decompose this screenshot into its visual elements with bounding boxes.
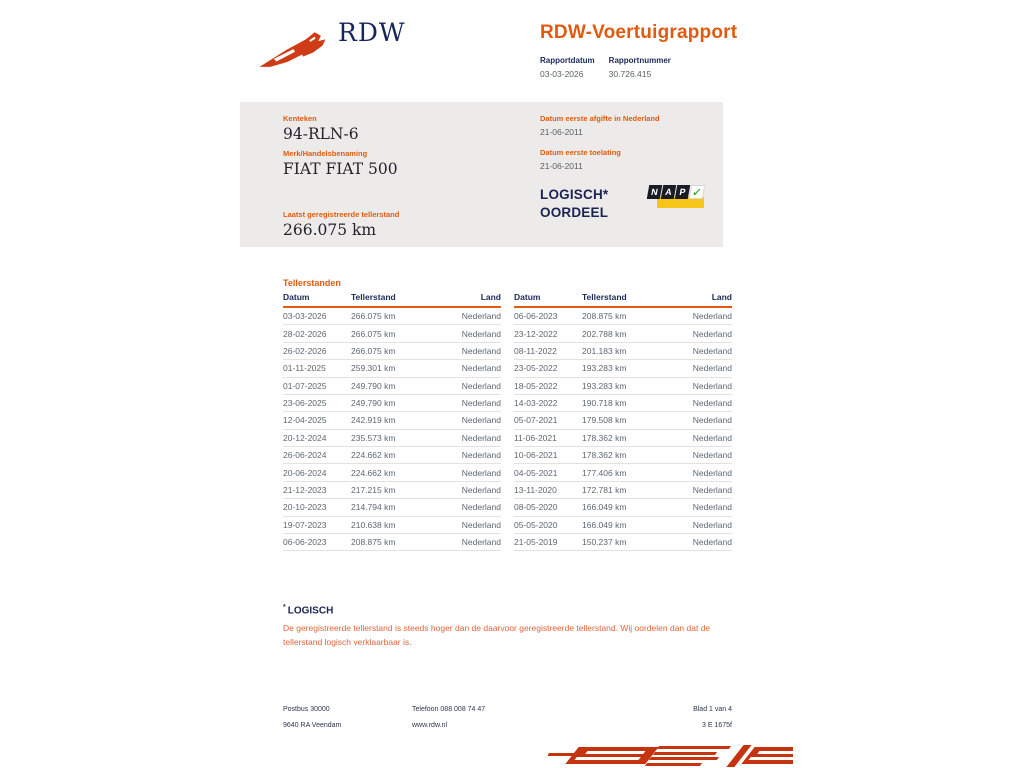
vehicle-summary-panel <box>240 102 723 247</box>
cell-land: Nederland <box>446 447 501 464</box>
col-header-datum: Datum <box>283 290 351 307</box>
cell-datum: 18-05-2022 <box>514 377 582 394</box>
cell-datum: 19-07-2023 <box>283 516 351 533</box>
cell-datum: 12-04-2025 <box>283 412 351 429</box>
cell-datum: 03-03-2026 <box>283 307 351 325</box>
cell-datum: 13-11-2020 <box>514 481 582 498</box>
cell-datum: 23-06-2025 <box>283 394 351 411</box>
footnote-title-text: LOGISCH <box>287 605 334 617</box>
page-title: RDW-Voertuigrapport <box>540 22 738 43</box>
table-row <box>514 412 732 429</box>
cell-datum: 20-12-2024 <box>283 429 351 446</box>
table-row <box>283 429 501 446</box>
cell-tellerstand: 217.215 km <box>351 481 446 498</box>
cell-land: Nederland <box>677 377 732 394</box>
cell-land: Nederland <box>677 481 732 498</box>
table-row <box>514 447 732 464</box>
cell-tellerstand: 201.183 km <box>582 342 677 359</box>
report-number-value: 30.726.415 <box>608 69 652 79</box>
table-row <box>283 516 501 533</box>
cell-land: Nederland <box>446 533 501 550</box>
table-row <box>283 464 501 481</box>
tellerstand-block <box>283 210 399 239</box>
cell-datum: 26-02-2026 <box>283 342 351 359</box>
cell-tellerstand: 249.790 km <box>351 377 446 394</box>
col-header-tellerstand: Tellerstand <box>351 290 446 307</box>
cell-datum: 23-12-2022 <box>514 325 582 342</box>
toelating-value: 21-06-2011 <box>540 161 583 171</box>
cell-tellerstand: 166.049 km <box>582 516 677 533</box>
table-row <box>283 307 501 325</box>
report-number-block <box>609 56 671 79</box>
cell-tellerstand: 224.662 km <box>351 464 446 481</box>
cell-land: Nederland <box>446 394 501 411</box>
cell-land: Nederland <box>446 342 501 359</box>
rdw-bird-icon <box>256 28 336 72</box>
footnote-text: De geregistreerde tellerstand is steeds hoger dan de daarvoor geregistreerde tellerstand. Wij oordelen dan dat de tellerstand logisch verklaarbaar is. <box>283 623 711 648</box>
cell-land: Nederland <box>446 412 501 429</box>
nap-letter-boxes <box>648 185 704 199</box>
cell-tellerstand: 190.718 km <box>582 394 677 411</box>
tellerstanden-table-left <box>283 290 501 551</box>
rdw-watermark-icon <box>548 744 793 768</box>
afgifte-block <box>540 114 660 137</box>
cell-land: Nederland <box>677 325 732 342</box>
cell-tellerstand: 242.919 km <box>351 412 446 429</box>
cell-datum: 06-06-2023 <box>283 533 351 550</box>
cell-tellerstand: 266.075 km <box>351 307 446 325</box>
footer-website[interactable]: www.rdw.nl <box>412 722 448 729</box>
cell-land: Nederland <box>677 342 732 359</box>
col-header-datum: Datum <box>514 290 582 307</box>
kenteken-value: 94-RLN-6 <box>283 125 359 143</box>
table-row <box>514 499 732 516</box>
report-date-block <box>540 56 595 79</box>
cell-land: Nederland <box>677 394 732 411</box>
cell-tellerstand: 179.508 km <box>582 412 677 429</box>
footer-page-info <box>693 702 732 734</box>
cell-land: Nederland <box>677 429 732 446</box>
toelating-label: Datum eerste toelating <box>540 148 621 157</box>
cell-land: Nederland <box>446 464 501 481</box>
cell-tellerstand: 178.362 km <box>582 447 677 464</box>
cell-land: Nederland <box>677 533 732 550</box>
cell-datum: 23-05-2022 <box>514 360 582 377</box>
cell-tellerstand: 266.075 km <box>351 325 446 342</box>
cell-tellerstand: 172.781 km <box>582 481 677 498</box>
cell-datum: 20-10-2023 <box>283 499 351 516</box>
toelating-block <box>540 148 621 171</box>
rdw-logo-text: RDW <box>338 18 406 47</box>
table-row <box>283 342 501 359</box>
cell-datum: 21-05-2019 <box>514 533 582 550</box>
table-header-row <box>283 290 501 307</box>
col-header-land: Land <box>446 290 501 307</box>
table-row <box>283 447 501 464</box>
table-row <box>283 481 501 498</box>
cell-tellerstand: 235.573 km <box>351 429 446 446</box>
afgifte-label: Datum eerste afgifte in Nederland <box>540 114 660 123</box>
cell-datum: 21-12-2023 <box>283 481 351 498</box>
cell-tellerstand: 259.301 km <box>351 360 446 377</box>
footnote-asterisk: * <box>283 604 286 611</box>
cell-land: Nederland <box>446 377 501 394</box>
footer-form-code: 3 E 1675f <box>702 722 732 729</box>
table-header-row <box>514 290 732 307</box>
table-row <box>514 377 732 394</box>
table-row <box>514 429 732 446</box>
cell-datum: 05-07-2021 <box>514 412 582 429</box>
footer-address-line1: Postbus 30000 <box>283 706 330 713</box>
cell-land: Nederland <box>677 360 732 377</box>
cell-datum: 26-06-2024 <box>283 447 351 464</box>
cell-land: Nederland <box>446 429 501 446</box>
cell-datum: 01-11-2025 <box>283 360 351 377</box>
cell-datum: 28-02-2026 <box>283 325 351 342</box>
kenteken-label: Kenteken <box>283 114 317 123</box>
cell-datum: 08-05-2020 <box>514 499 582 516</box>
cell-tellerstand: 150.237 km <box>582 533 677 550</box>
col-header-tellerstand: Tellerstand <box>582 290 677 307</box>
merk-value: FIAT FIAT 500 <box>283 160 398 178</box>
tellerstand-label: Laatst geregistreerde tellerstand <box>283 210 400 219</box>
footer-address-line2: 9640 RA Veendam <box>283 722 342 729</box>
table-row <box>514 533 732 550</box>
cell-tellerstand: 249.790 km <box>351 394 446 411</box>
nap-letter-n: N <box>647 185 662 199</box>
cell-tellerstand: 178.362 km <box>582 429 677 446</box>
nap-check-icon: ✓ <box>689 185 705 199</box>
cell-land: Nederland <box>677 447 732 464</box>
footer-phone: Telefoon 088 008 74 47 <box>412 706 486 713</box>
cell-tellerstand: 193.283 km <box>582 360 677 377</box>
cell-tellerstand: 210.638 km <box>351 516 446 533</box>
cell-datum: 01-07-2025 <box>283 377 351 394</box>
cell-datum: 14-03-2022 <box>514 394 582 411</box>
oordeel-line1: LOGISCH* <box>540 187 609 202</box>
cell-land: Nederland <box>677 307 732 325</box>
nap-letter-p: P <box>675 185 690 199</box>
tellerstanden-table-right <box>514 290 732 551</box>
cell-land: Nederland <box>446 481 501 498</box>
cell-land: Nederland <box>677 412 732 429</box>
table-row <box>514 307 732 325</box>
cell-tellerstand: 177.406 km <box>582 464 677 481</box>
table-row <box>283 377 501 394</box>
footer-contact <box>412 702 693 734</box>
report-date-label: Rapportdatum <box>540 56 595 65</box>
cell-land: Nederland <box>446 307 501 325</box>
oordeel-line2: OORDEEL <box>540 205 609 220</box>
cell-datum: 10-06-2021 <box>514 447 582 464</box>
report-meta <box>540 56 685 79</box>
table-row <box>514 516 732 533</box>
footer-address <box>283 702 412 734</box>
cell-tellerstand: 224.662 km <box>351 447 446 464</box>
page-footer <box>283 702 732 734</box>
cell-tellerstand: 166.049 km <box>582 499 677 516</box>
table-row <box>514 481 732 498</box>
cell-tellerstand: 214.794 km <box>351 499 446 516</box>
cell-land: Nederland <box>446 325 501 342</box>
tellerstanden-title: Tellerstanden <box>283 278 341 288</box>
merk-block <box>283 149 398 178</box>
report-number-label: Rapportnummer <box>608 56 671 65</box>
cell-land: Nederland <box>446 499 501 516</box>
table-row <box>283 394 501 411</box>
table-row <box>514 394 732 411</box>
logisch-footnote <box>283 604 743 649</box>
kenteken-block <box>283 114 359 143</box>
col-header-land: Land <box>677 290 732 307</box>
table-row <box>283 325 501 342</box>
report-date-value: 03-03-2026 <box>540 69 584 79</box>
merk-label: Merk/Handelsbenaming <box>283 149 368 158</box>
table-row <box>514 325 732 342</box>
cell-land: Nederland <box>677 499 732 516</box>
cell-land: Nederland <box>677 464 732 481</box>
cell-land: Nederland <box>446 516 501 533</box>
table-row <box>514 464 732 481</box>
footer-page-number: Blad 1 van 4 <box>693 706 732 713</box>
afgifte-value: 21-06-2011 <box>540 127 583 137</box>
tellerstand-value: 266.075 km <box>283 221 377 239</box>
cell-tellerstand: 266.075 km <box>351 342 446 359</box>
footnote-title <box>283 604 743 616</box>
cell-datum: 20-06-2024 <box>283 464 351 481</box>
cell-datum: 06-06-2023 <box>514 307 582 325</box>
cell-land: Nederland <box>446 360 501 377</box>
cell-tellerstand: 208.875 km <box>582 307 677 325</box>
cell-tellerstand: 193.283 km <box>582 377 677 394</box>
cell-datum: 04-05-2021 <box>514 464 582 481</box>
table-row <box>283 499 501 516</box>
table-row <box>514 360 732 377</box>
cell-tellerstand: 202.788 km <box>582 325 677 342</box>
cell-datum: 05-05-2020 <box>514 516 582 533</box>
table-row <box>283 412 501 429</box>
cell-land: Nederland <box>677 516 732 533</box>
cell-tellerstand: 208.875 km <box>351 533 446 550</box>
nap-logo <box>648 185 708 211</box>
oordeel-verdict <box>540 186 608 222</box>
table-row <box>283 360 501 377</box>
table-row <box>283 533 501 550</box>
cell-datum: 11-06-2021 <box>514 429 582 446</box>
cell-datum: 08-11-2022 <box>514 342 582 359</box>
nap-letter-a: A <box>661 185 676 199</box>
table-row <box>514 342 732 359</box>
